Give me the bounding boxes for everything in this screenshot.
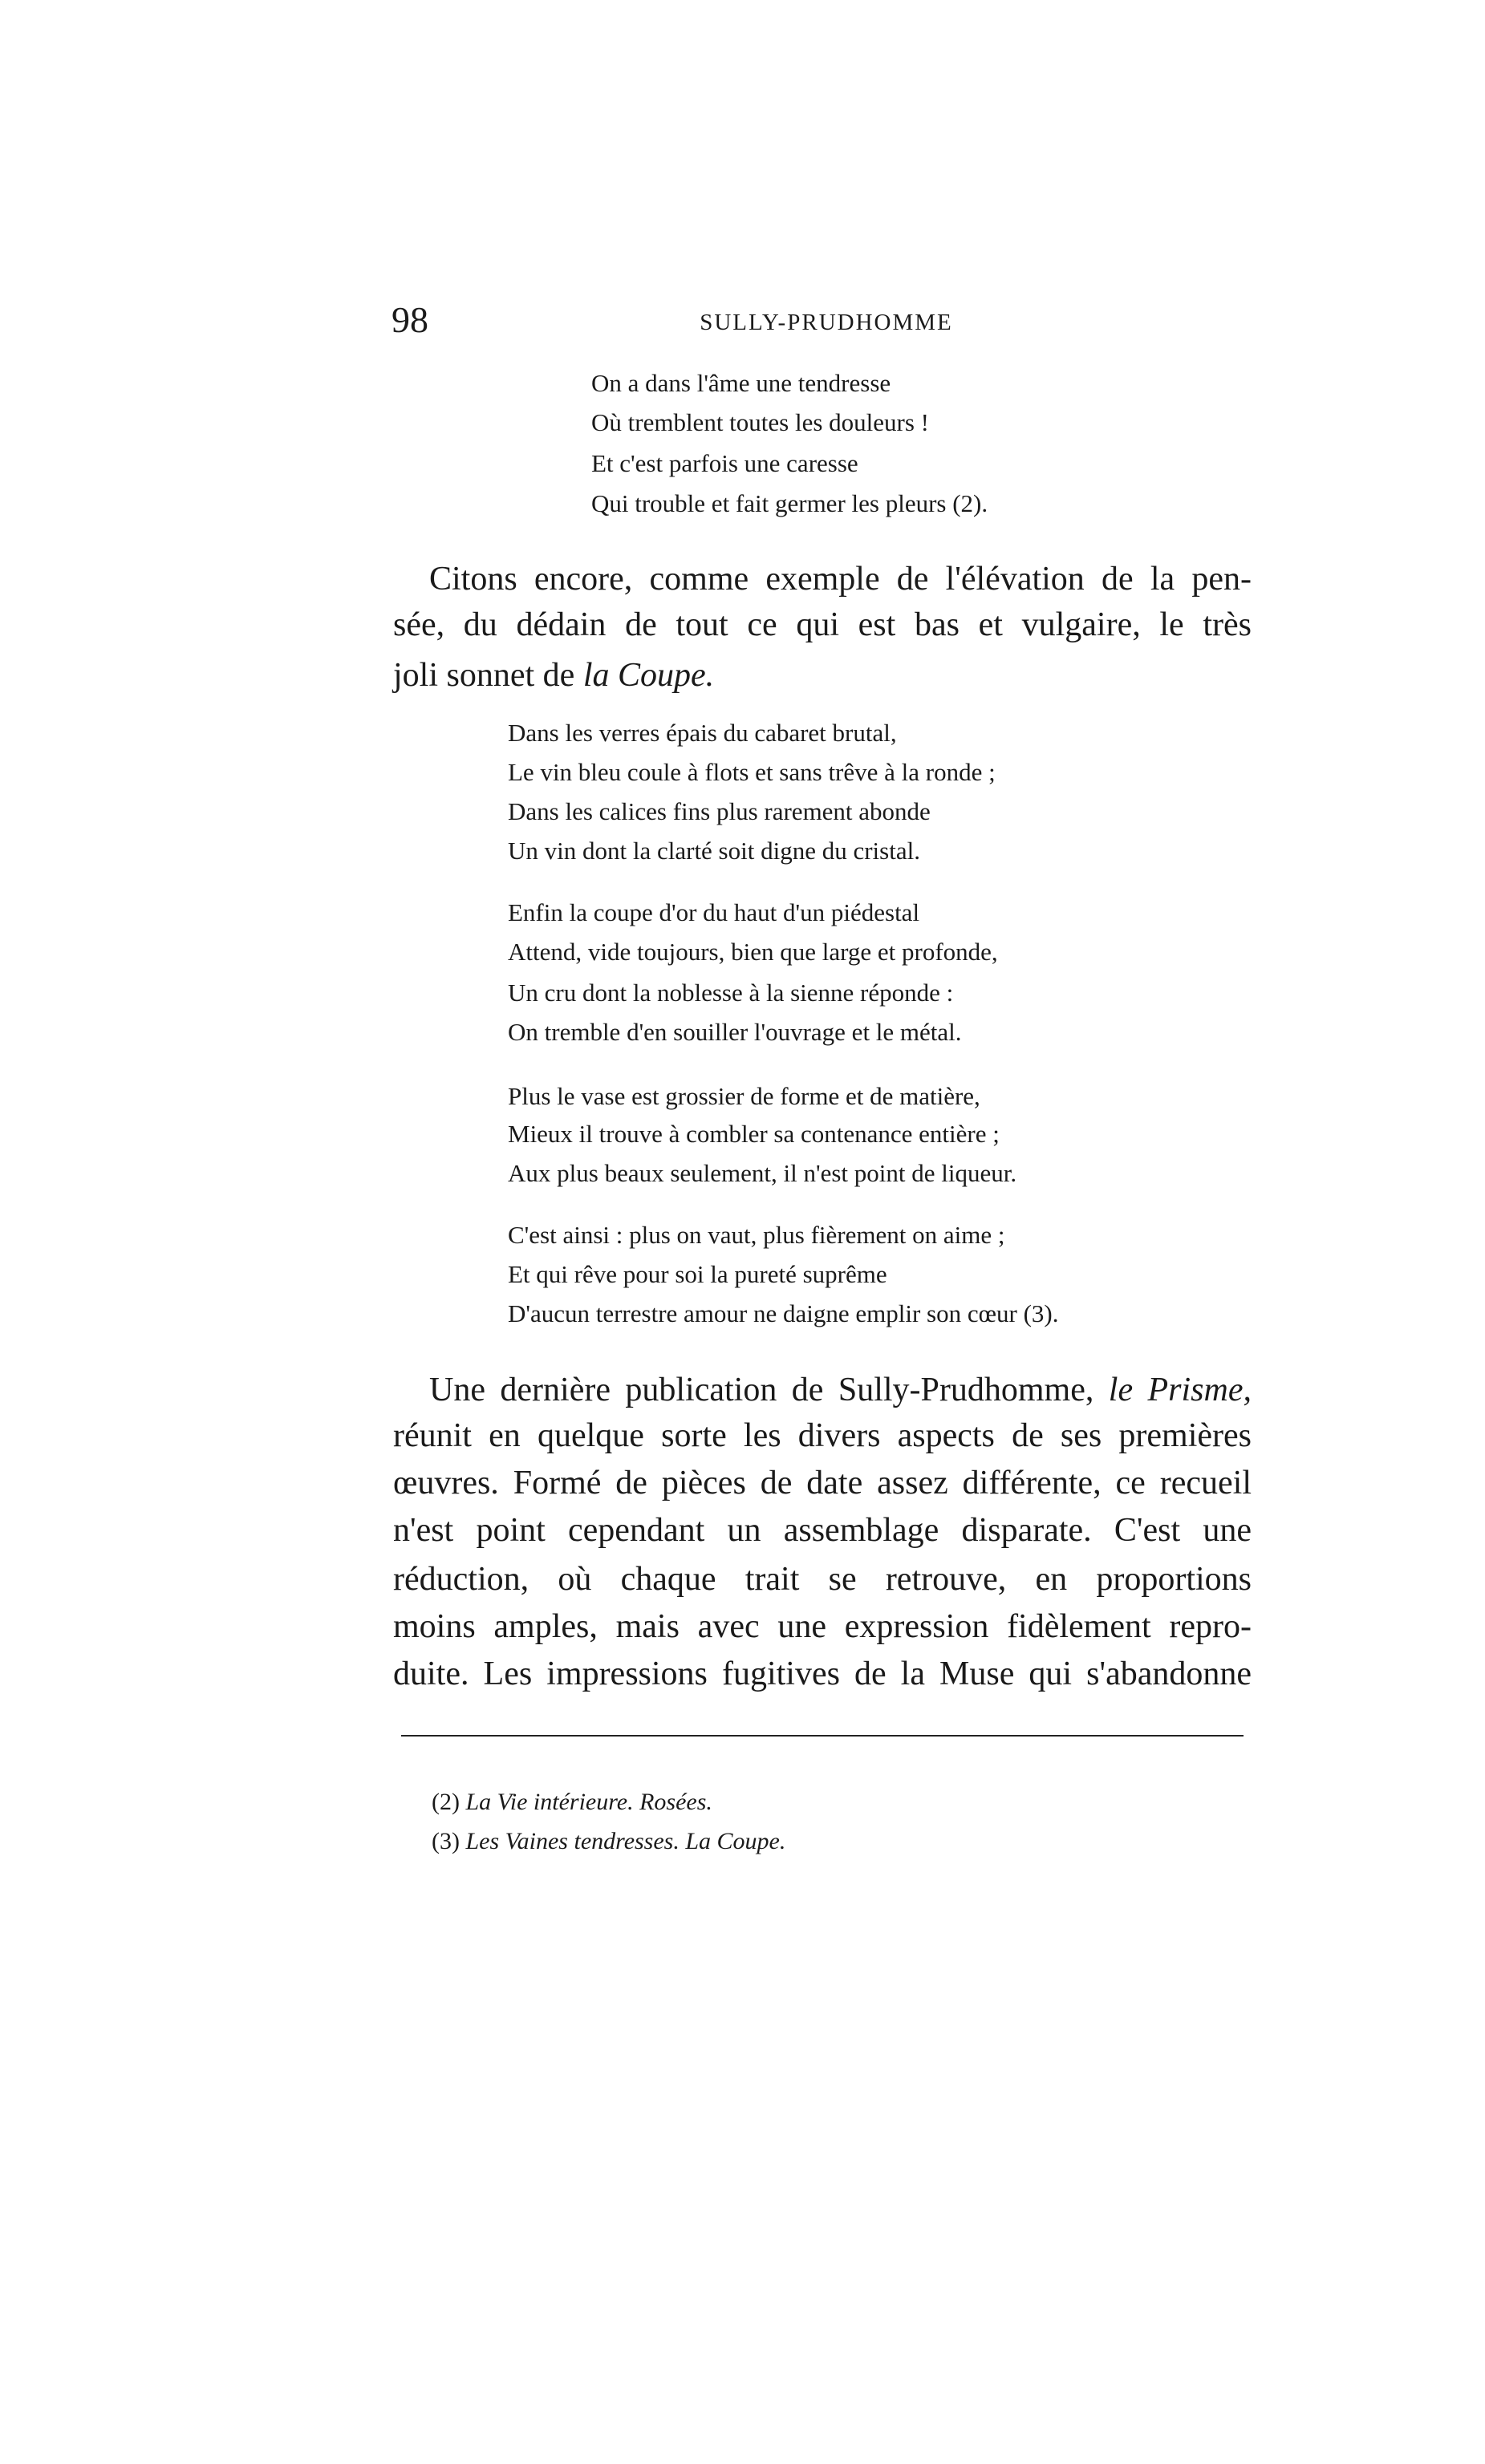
title-italic: la Coupe.	[582, 657, 715, 694]
prose-line: duite. Les impressions fugitives de la Muse qui s'abandonne	[393, 1656, 1252, 1692]
running-head: SULLY-PRUDHOMME	[700, 310, 953, 335]
prose-line: œuvres. Formé de pièces de date assez différente, ce recueil	[393, 1465, 1252, 1502]
footnote-number: (2)	[432, 1789, 460, 1815]
verse-line: D'aucun terrestre amour ne daigne emplir son cœur (3).	[508, 1299, 1059, 1327]
verse-line: C'est ainsi : plus on vaut, plus fièrement on aime ;	[508, 1221, 1005, 1249]
verse-line: Le vin bleu coule à flots et sans trêve à la ronde ;	[508, 758, 996, 786]
prose-line: Citons encore, comme exemple de l'élévation de la pen-	[429, 561, 1252, 598]
verse-line: Et qui rêve pour soi la pureté suprême	[508, 1260, 887, 1288]
prose-line	[393, 656, 714, 695]
prose-line: n'est point cependant un assemblage disparate. C'est une	[393, 1512, 1252, 1549]
footnote-number: (3)	[432, 1828, 460, 1854]
verse-line: Qui trouble et fait germer les pleurs (2).	[591, 489, 988, 517]
footnote	[432, 1789, 712, 1816]
verse-line: Plus le vase est grossier de forme et de matière,	[508, 1082, 980, 1110]
verse-line: Enfin la coupe d'or du haut d'un piédestal	[508, 898, 920, 926]
verse-line: On tremble d'en souiller l'ouvrage et le métal.	[508, 1018, 962, 1046]
prose-line: moins amples, mais avec une expression fidèlement repro-	[393, 1608, 1252, 1645]
prose-text: joli sonnet de	[393, 657, 583, 694]
verse-line: Attend, vide toujours, bien que large et profonde,	[508, 938, 998, 966]
verse-line: Où tremblent toutes les douleurs !	[591, 408, 929, 436]
title-italic: le Prisme,	[1108, 1372, 1252, 1408]
verse-line: Aux plus beaux seulement, il n'est point de liqueur.	[508, 1159, 1017, 1187]
prose-text: Une dernière publication de Sully-Prudhomme,	[429, 1372, 1109, 1408]
verse-line: Mieux il trouve à combler sa contenance entière ;	[508, 1120, 1000, 1148]
footnote-text: Les Vaines tendresses. La Coupe.	[465, 1828, 786, 1854]
prose-line: réduction, où chaque trait se retrouve, en proportions	[393, 1561, 1252, 1598]
verse-line: Dans les verres épais du cabaret brutal,	[508, 719, 897, 747]
prose-line: réunit en quelque sorte les divers aspects de ses premières	[393, 1417, 1252, 1454]
verse-line: On a dans l'âme une tendresse	[591, 369, 891, 397]
footnote	[432, 1828, 785, 1855]
prose-line: sée, du dédain de tout ce qui est bas et vulgaire, le très	[393, 606, 1252, 643]
footnote-rule	[401, 1735, 1244, 1737]
verse-line: Dans les calices fins plus rarement abonde	[508, 797, 931, 825]
verse-line: Un cru dont la noblesse à la sienne réponde :	[508, 979, 954, 1007]
footnote-text: La Vie intérieure. Rosées.	[465, 1789, 712, 1815]
prose-line	[429, 1373, 1252, 1407]
verse-line: Et c'est parfois une caresse	[591, 449, 858, 477]
page-number: 98	[392, 299, 428, 340]
verse-line: Un vin dont la clarté soit digne du cristal.	[508, 837, 920, 865]
